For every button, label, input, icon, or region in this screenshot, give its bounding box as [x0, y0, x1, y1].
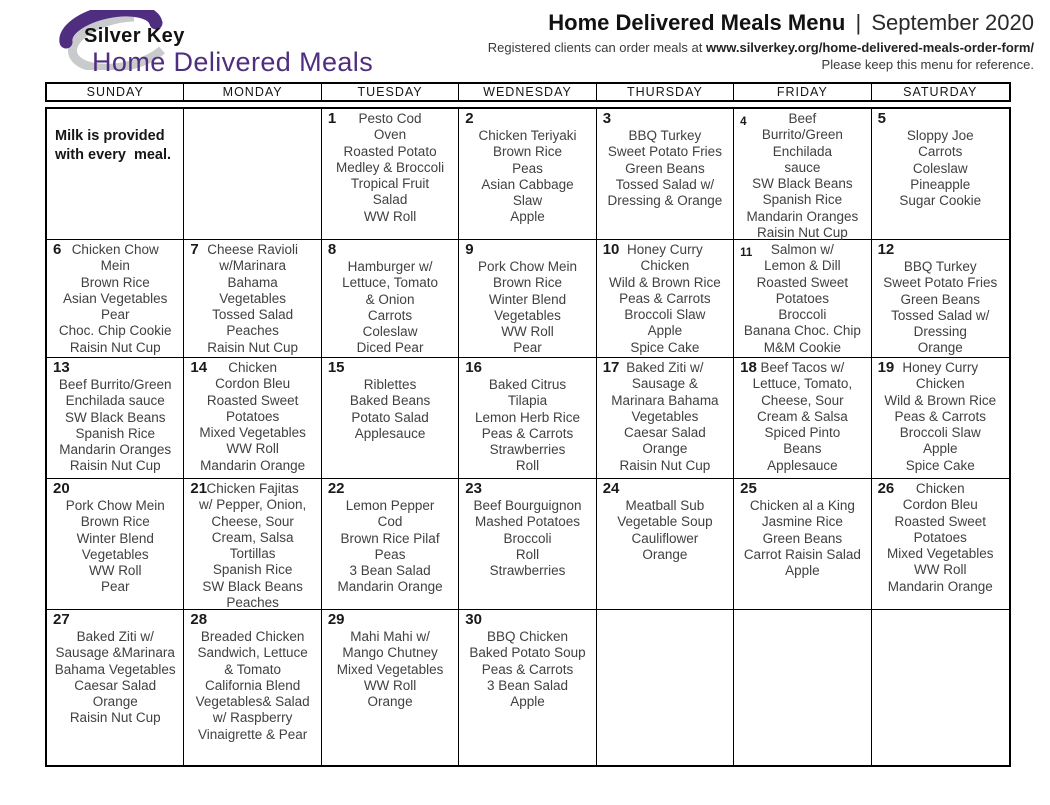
menu-line: Baked Beans [349, 393, 431, 409]
weekday-header-thursday: THURSDAY [597, 84, 734, 100]
menu-line: Honey Curry [627, 242, 703, 257]
menu-line: Sweet Potato Fries [883, 275, 998, 291]
menu-line: Mixed Vegetables [199, 425, 306, 441]
menu-items [598, 360, 732, 474]
menu-line: Vegetables& Salad [195, 694, 310, 710]
menu-items [48, 612, 182, 727]
menu-line: SW Black Beans [752, 176, 853, 192]
menu-line: Spice Cake [905, 457, 975, 473]
weekday-header-wednesday: WEDNESDAY [459, 84, 596, 100]
menu-line: SW Black Beans [64, 409, 166, 425]
menu-items [460, 242, 594, 357]
day-cell-6 [47, 240, 184, 358]
menu-line: Broccoli Slaw [899, 425, 981, 441]
menu-line: BBQ Turkey [628, 128, 702, 143]
menu-line: Roll [515, 458, 540, 474]
day-cell-4 [734, 109, 871, 240]
milk-note-cell [47, 109, 184, 240]
menu-line: Carrots [918, 144, 963, 160]
menu-line: Potatoes [775, 290, 829, 306]
menu-items [460, 111, 594, 226]
menu-line: Caesar Salad [74, 677, 157, 693]
menu-line: WW Roll [88, 563, 142, 579]
menu-line: Peas & Carrots [894, 408, 987, 424]
menu-line: Orange [642, 441, 688, 457]
menu-line: Salad [372, 192, 408, 208]
menu-line: Pesto Cod [358, 111, 422, 126]
page-title [488, 10, 1034, 36]
menu-line: Green Beans [900, 291, 981, 307]
day-cell-22 [322, 479, 459, 610]
menu-line: Meatball Sub [625, 498, 705, 513]
weekday-header-friday: FRIDAY [734, 84, 871, 100]
menu-line: Dressing [913, 324, 967, 340]
menu-line: Burrito/Green [761, 127, 843, 143]
menu-items [460, 360, 594, 475]
menu-line: Cream, Salsa [211, 529, 294, 545]
menu-line: Orange [642, 546, 688, 562]
menu-line: Potato Salad [351, 409, 429, 425]
menu-line: BBQ Chicken [486, 629, 569, 644]
menu-line: Carrot Raisin Salad [743, 546, 861, 562]
menu-line: Peas & Carrots [619, 290, 711, 306]
menu-items [598, 111, 732, 209]
menu-line: Apple [923, 441, 958, 457]
day-cell-11 [734, 240, 871, 358]
day-number: 28 [190, 611, 208, 628]
menu-line: Winter Blend [488, 291, 567, 307]
menu-items [185, 242, 319, 356]
day-cell-3 [597, 109, 734, 240]
menu-line: Dressing & Orange [607, 193, 723, 209]
menu-line: Diced Pear [356, 340, 424, 356]
day-number: 25 [740, 480, 757, 497]
menu-items [323, 242, 457, 357]
order-instructions [488, 40, 1034, 55]
menu-line: Apple [647, 323, 683, 339]
menu-line: Lettuce, Tomato, [752, 376, 853, 392]
menu-line: Sweet Potato Fries [607, 144, 722, 160]
menu-line: Chicken [640, 258, 690, 274]
menu-line: Broccoli Slaw [624, 307, 706, 323]
menu-line: Green Beans [762, 530, 843, 546]
day-number: 27 [53, 611, 70, 628]
menu-line: Raisin Nut Cup [207, 339, 299, 355]
empty-cell [734, 610, 871, 765]
menu-line: Baked Potato Soup [469, 645, 586, 661]
order-instructions-prefix: Registered clients can order meals at [487, 40, 706, 55]
menu-line: Asian Cabbage [481, 176, 574, 192]
menu-line: Mandarin Orange [337, 579, 443, 595]
menu-items [873, 242, 1008, 357]
menu-line: Raisin Nut Cup [69, 339, 161, 355]
weekday-header-tuesday: TUESDAY [322, 84, 459, 100]
menu-items [48, 481, 182, 596]
menu-line: Spanish Rice [212, 562, 293, 578]
menu-line: Chicken [228, 360, 278, 375]
menu-line: Sausage & [631, 376, 698, 392]
day-number: 5 [877, 110, 886, 127]
day-cell-27 [47, 610, 184, 765]
day-cell-13 [47, 358, 184, 479]
day-cell-30 [459, 610, 596, 765]
menu-line: Mahi Mahi w/ [350, 629, 430, 644]
day-number: 12 [877, 241, 895, 258]
menu-line: Strawberries [489, 442, 566, 458]
menu-items [735, 360, 869, 474]
menu-line: Pineapple [910, 176, 971, 192]
menu-line: Vegetables [81, 546, 149, 562]
menu-line: Tossed Salad w/ [615, 176, 715, 192]
menu-line: Peas [374, 546, 406, 562]
day-number: 13 [53, 359, 70, 376]
menu-line: Vegetables [631, 408, 699, 424]
menu-line: Broccoli [778, 307, 827, 323]
menu-items [873, 111, 1008, 209]
menu-line: Choc. Chip Cookie [58, 323, 172, 339]
menu-line: Caesar Salad [624, 425, 706, 441]
menu-line: w/Marinara [219, 258, 287, 274]
menu-line: Baked Citrus [488, 377, 567, 392]
menu-line: Applesauce [767, 457, 838, 473]
menu-line: Mixed Vegetables [886, 546, 994, 562]
menu-line: Brown Rice [492, 275, 562, 291]
menu-line: Roasted Sweet [206, 392, 299, 408]
menu-line: Chicken al a King [749, 498, 855, 513]
menu-line: Orange [92, 694, 138, 710]
menu-line: Slaw [512, 193, 543, 209]
day-number: 29 [327, 611, 345, 628]
menu-line: Brown Rice [492, 144, 562, 160]
menu-line: WW Roll [363, 208, 417, 224]
day-cell-9 [459, 240, 596, 358]
menu-line: WW Roll [501, 324, 554, 340]
menu-line: Wild & Brown Rice [884, 392, 997, 408]
menu-line: Cheese, Sour [211, 513, 294, 529]
menu-line: Pear [513, 340, 542, 356]
menu-line: & Onion [365, 291, 415, 307]
menu-line: Breaded Chicken [200, 629, 305, 644]
day-number: 8 [327, 241, 337, 258]
menu-line: Roasted Potato [343, 143, 437, 159]
menu-line: Medley & Broccoli [336, 159, 445, 175]
menu-line: Beef [788, 111, 817, 126]
menu-line: Sandwich, Lettuce [197, 645, 308, 661]
day-cell-7 [184, 240, 321, 358]
menu-line: Mandarin Oranges [59, 442, 172, 458]
day-number: 17 [602, 359, 620, 376]
day-cell-14 [184, 358, 321, 479]
menu-line: Bahama Vegetables [54, 661, 176, 677]
menu-items [873, 481, 1008, 595]
menu-line: M&M Cookie [763, 339, 841, 355]
day-cell-17 [597, 358, 734, 479]
menu-line: Cauliflower [631, 530, 699, 546]
menu-line: Coleslaw [912, 160, 968, 176]
day-cell-18 [734, 358, 871, 479]
menu-line: Lettuce, Tomato [342, 275, 438, 291]
menu-line: Cordon Bleu [902, 497, 978, 513]
day-cell-25 [734, 479, 871, 610]
day-number: 23 [465, 480, 482, 497]
menu-line: Mixed Vegetables [336, 661, 444, 677]
menu-line: Enchilada [772, 143, 832, 159]
menu-items [735, 111, 869, 241]
menu-items [48, 242, 182, 356]
menu-line: Beef Burrito/Green [58, 377, 172, 392]
menu-line: Chicken Chow [71, 242, 159, 257]
menu-line: 3 Bean Salad [349, 563, 431, 579]
menu-line: Sugar Cookie [899, 193, 982, 209]
day-cell-15 [322, 358, 459, 479]
title-block [488, 10, 1034, 72]
menu-line: Spiced Pinto [764, 425, 841, 441]
day-number: 26 [877, 480, 895, 497]
day-number: 14 [190, 359, 208, 376]
menu-line: Pear [100, 579, 130, 595]
menu-line: Carrots [367, 307, 413, 323]
day-cell-20 [47, 479, 184, 610]
menu-line: Raisin Nut Cup [69, 458, 161, 474]
menu-items [185, 612, 319, 743]
menu-line: Cheese, Sour [761, 392, 844, 408]
page-title-main: Home Delivered Meals Menu [548, 10, 846, 35]
menu-line: Cod [377, 514, 403, 530]
menu-line: w/ Pepper, Onion, [198, 497, 307, 513]
menu-line: Baked Ziti w/ [626, 360, 704, 375]
menu-line: Chicken [915, 376, 965, 392]
menu-line: Tortillas [229, 546, 276, 562]
calendar-grid [45, 107, 1011, 767]
day-number: 11 [740, 247, 753, 259]
menu-line: Strawberries [489, 563, 566, 579]
day-cell-24 [597, 479, 734, 610]
menu-items [598, 242, 732, 356]
empty-cell [872, 610, 1009, 765]
menu-items [185, 481, 319, 611]
menu-line: Broccoli [503, 530, 552, 546]
menu-line: Chicken Fajitas [206, 481, 299, 496]
menu-items [48, 360, 182, 475]
menu-items [185, 360, 319, 474]
menu-line: Mandarin Orange [200, 457, 306, 473]
milk-note: Milk is provided with every meal. [55, 128, 172, 163]
menu-line: Vegetable Soup [617, 514, 713, 530]
weekday-header-saturday: SATURDAY [903, 85, 978, 99]
menu-line: California Blend [204, 677, 301, 693]
menu-line: Roll [515, 546, 540, 562]
day-number: 1 [327, 110, 337, 127]
menu-line: Green Beans [625, 160, 705, 176]
menu-line: Mashed Potatoes [474, 514, 581, 530]
menu-line: Roasted Sweet [894, 513, 987, 529]
menu-line: Brown Rice [80, 514, 150, 530]
menu-line: Coleslaw [362, 324, 418, 340]
menu-line: SW Black Beans [202, 578, 303, 594]
menu-line: Salmon w/ [770, 242, 834, 257]
day-number: 24 [602, 480, 620, 497]
day-cell-16 [459, 358, 596, 479]
day-number: 9 [465, 241, 474, 258]
menu-line: Potatoes [913, 529, 967, 545]
menu-line: Peas & Carrots [481, 425, 574, 441]
day-number: 6 [53, 241, 62, 258]
menu-line: Vinaigrette & Pear [197, 726, 308, 742]
menu-line: Cream & Salsa [756, 408, 848, 424]
menu-line: Cordon Bleu [215, 376, 291, 392]
day-number: 20 [53, 480, 70, 497]
day-cell-19 [872, 358, 1009, 479]
day-cell-1 [322, 109, 459, 240]
menu-line: Winter Blend [76, 530, 154, 546]
logo-brand-text: Silver Key [84, 25, 185, 47]
day-number: 18 [740, 359, 757, 376]
menu-line: Cheese Ravioli [207, 242, 299, 257]
menu-line: Peaches [226, 323, 279, 339]
menu-line: Vegetables [219, 290, 287, 306]
weekday-header-sunday: SUNDAY [47, 84, 184, 100]
menu-line: Pork Chow Mein [477, 259, 578, 274]
menu-line: Apple [510, 209, 545, 225]
day-number: 4 [740, 116, 747, 128]
menu-line: Lemon Herb Rice [474, 409, 581, 425]
menu-line: Raisin Nut Cup [756, 225, 848, 241]
menu-line: sauce [784, 159, 821, 175]
menu-line: Beef Tacos w/ [760, 360, 845, 375]
day-number: 30 [465, 611, 482, 628]
menu-line: Wild & Brown Rice [609, 274, 721, 290]
day-cell-21 [184, 479, 321, 610]
menu-line: Banana Choc. Chip [743, 323, 861, 339]
menu-line: WW Roll [363, 677, 417, 693]
menu-line: 3 Bean Salad [486, 677, 569, 693]
menu-line: Tropical Fruit [350, 176, 430, 192]
weekday-row [45, 82, 1011, 102]
day-number: 19 [877, 359, 895, 376]
day-cell-5 [872, 109, 1009, 240]
day-number: 22 [327, 480, 345, 497]
day-cell-26 [872, 479, 1009, 610]
order-form-url: www.silverkey.org/home-delivered-meals-order-form/ [706, 40, 1034, 55]
day-cell-29 [322, 610, 459, 765]
menu-line: Pear [100, 307, 130, 323]
menu-line: Riblettes [363, 377, 417, 392]
menu-line: & Tomato [224, 661, 282, 677]
menu-line: Beef Bourguignon [473, 498, 582, 513]
menu-line: Potatoes [225, 408, 280, 424]
menu-line: Apple [785, 563, 820, 579]
menu-line: Lemon & Dill [764, 258, 841, 274]
menu-line: Brown Rice [80, 274, 150, 290]
menu-line: BBQ Turkey [903, 259, 977, 274]
menu-line: Sausage &Marinara [55, 645, 175, 661]
day-number: 3 [602, 110, 612, 127]
menu-line: Tossed Salad w/ [891, 307, 990, 323]
menu-line: Brown Rice Pilaf [340, 530, 440, 546]
menu-line: Tossed Salad [212, 307, 294, 323]
empty-cell [597, 610, 734, 765]
menu-line: Chicken [915, 481, 965, 496]
menu-line: Hamburger w/ [347, 259, 433, 274]
menu-line: Honey Curry [902, 360, 979, 375]
menu-line: Spice Cake [630, 339, 700, 355]
menu-line: Spanish Rice [75, 425, 155, 441]
menu-line: Raisin Nut Cup [619, 457, 711, 473]
menu-line: Beans [783, 441, 822, 457]
menu-line: Apple [510, 694, 545, 710]
menu-line: Orange [367, 694, 413, 710]
menu-line: Mandarin Orange [887, 578, 993, 594]
menu-items [323, 481, 457, 596]
menu-line: Roasted Sweet [756, 274, 849, 290]
logo-product-text: Home Delivered Meals [92, 47, 374, 77]
menu-line: Raisin Nut Cup [69, 710, 161, 726]
menu-line: Mein [100, 258, 130, 274]
menu-line: Peas [512, 160, 543, 176]
day-number: 2 [465, 110, 474, 127]
menu-line: WW Roll [914, 562, 967, 578]
title-separator: | [855, 10, 862, 35]
day-number: 21 [190, 480, 208, 497]
menu-items [735, 242, 869, 356]
empty-cell [184, 109, 321, 240]
menu-line: Baked Ziti w/ [76, 629, 154, 644]
menu-line: w/ Raspberry [212, 710, 293, 726]
menu-line: Sloppy Joe [906, 128, 974, 143]
menu-line: Enchilada sauce [65, 393, 165, 409]
menu-line: Spanish Rice [762, 192, 843, 208]
day-cell-2 [459, 109, 596, 240]
menu-line: Peaches [226, 595, 279, 611]
menu-line: Lemon Pepper [345, 498, 435, 513]
day-number: 16 [465, 359, 482, 376]
weekday-header-monday: MONDAY [184, 84, 321, 100]
menu-line: WW Roll [226, 441, 279, 457]
silver-key-logo [36, 6, 426, 78]
menu-line: Peas & Carrots [481, 661, 574, 677]
menu-line: Orange [917, 340, 963, 356]
menu-line: Chicken Teriyaki [478, 128, 577, 143]
title-month: September 2020 [871, 10, 1034, 35]
menu-line: Oven [373, 127, 407, 143]
menu-line: Vegetables [494, 307, 561, 323]
day-cell-12 [872, 240, 1009, 358]
menu-line: Pork Chow Mein [65, 498, 165, 513]
menu-line: Asian Vegetables [63, 290, 168, 306]
day-cell-28 [184, 610, 321, 765]
day-cell-23 [459, 479, 596, 610]
day-number: 15 [327, 359, 345, 376]
menu-items [873, 360, 1008, 474]
day-cell-8 [322, 240, 459, 358]
menu-line: Tilapia [507, 393, 548, 409]
menu-line: Mango Chutney [342, 645, 438, 661]
menu-line: Marinara Bahama [611, 392, 719, 408]
day-cell-10 [597, 240, 734, 358]
day-number: 10 [602, 241, 620, 258]
menu-line: Bahama [227, 274, 278, 290]
menu-items [323, 111, 457, 225]
menu-line: Jasmine Rice [761, 514, 843, 530]
menu-line: Mandarin Oranges [746, 208, 859, 224]
day-number: 7 [190, 241, 199, 258]
reference-note: Please keep this menu for reference. [821, 57, 1034, 72]
menu-line: Applesauce [354, 425, 426, 441]
